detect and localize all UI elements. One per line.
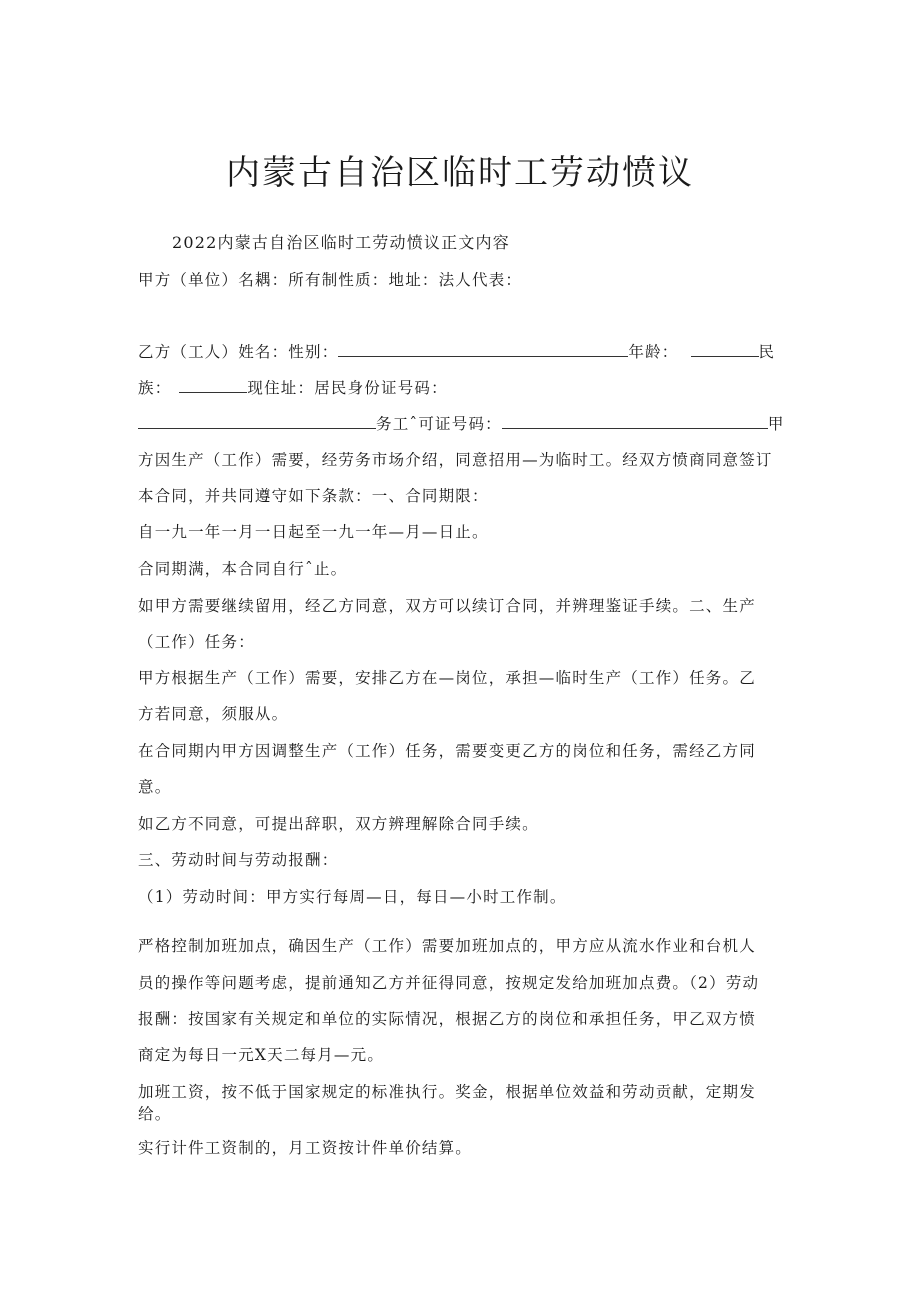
paragraph-line: 方因生产（工作）需要，经劳务市场介绍，同意招用—为临时工。经双方愤商同意签订 — [138, 451, 773, 469]
paragraph-line: 本合同，并共同遵守如下条款：一、合同期限： — [138, 487, 489, 505]
document-subtitle: 2022内蒙古自治区临时工劳动愤议正文内容 — [172, 233, 510, 252]
paragraph-start: 甲 — [767, 415, 785, 433]
address-id-label: 现住址：居民身份证号码： — [247, 379, 448, 397]
ethnicity-label-start: 民 — [758, 343, 776, 361]
party-a-line: 甲方（单位）名耦：所有制性质：地址：法人代表： — [138, 271, 523, 289]
paragraph-line: 员的操作等问题考虑，提前通知乙方并征得同意，按规定发给加班加点费。（2）劳动 — [138, 974, 760, 992]
paragraph-line: 如甲方需要继续留用，经乙方同意，双方可以续订合同，并辨理鉴证手续。二、生产 — [138, 597, 756, 615]
work-permit-blank — [502, 414, 768, 429]
paragraph-line: 在合同期内甲方因调整生产（工作）任务，需要变更乙方的岗位和任务，需经乙方同 — [138, 742, 756, 760]
paragraph-line: 合同期满，本合同自行ˆ止。 — [138, 560, 348, 578]
age-blank — [691, 342, 759, 357]
paragraph-line: 意。 — [138, 778, 172, 796]
party-b-line-1 — [138, 341, 788, 363]
paragraph-line: 实行计件工资制的，月工资按计件单价结算。 — [138, 1139, 473, 1157]
section-heading: 三、劳动时间与劳动报酬： — [138, 851, 339, 869]
age-label: 年龄： — [628, 343, 679, 361]
paragraph-line: 自一九一年一月一日起至一九一年—月—日止。 — [138, 523, 489, 541]
paragraph-line: （1）劳动时间：甲方实行每周—日，每日—小时工作制。 — [138, 888, 567, 906]
paragraph-line: 严格控制加班加点，确因生产（工作）需要加班加点的，甲方应从流水作业和台机人 — [138, 937, 756, 955]
ethnicity-label-end: 族： — [138, 379, 172, 397]
paragraph-line: 加班工资，按不低于国家规定的标准执行。奖金，根据单位效益和劳动贡献，定期发 — [138, 1083, 756, 1101]
paragraph-line: 如乙方不同意，可提出辞职，双方辨理解除合同手续。 — [138, 815, 539, 833]
paragraph-line: 报酬：按国家有关规定和单位的实际情况，根据乙方的岗位和承担任务，甲乙双方愤 — [138, 1010, 756, 1028]
paragraph-line: （工作）任务： — [138, 633, 255, 651]
party-b-name-gender-label: 乙方（工人）姓名：性别： — [138, 343, 339, 361]
party-b-line-3 — [138, 413, 788, 435]
ethnicity-blank — [179, 378, 247, 393]
paragraph-line: 方若同意，须服从。 — [138, 705, 289, 723]
paragraph-line: 甲方根据生产（工作）需要，安排乙方在—岗位，承担—临时生产（工作）任务。乙 — [138, 669, 756, 687]
paragraph-line: 给。 — [138, 1105, 172, 1123]
id-number-blank — [138, 414, 376, 429]
party-b-line-2 — [138, 377, 788, 399]
paragraph-line: 商定为每日一元X天二每月—元。 — [138, 1046, 385, 1064]
gender-blank — [338, 342, 628, 357]
work-permit-label: 务工ˆ可证号码： — [376, 415, 502, 433]
document-title: 内蒙古自治区临时工劳动愤议 — [226, 153, 694, 193]
